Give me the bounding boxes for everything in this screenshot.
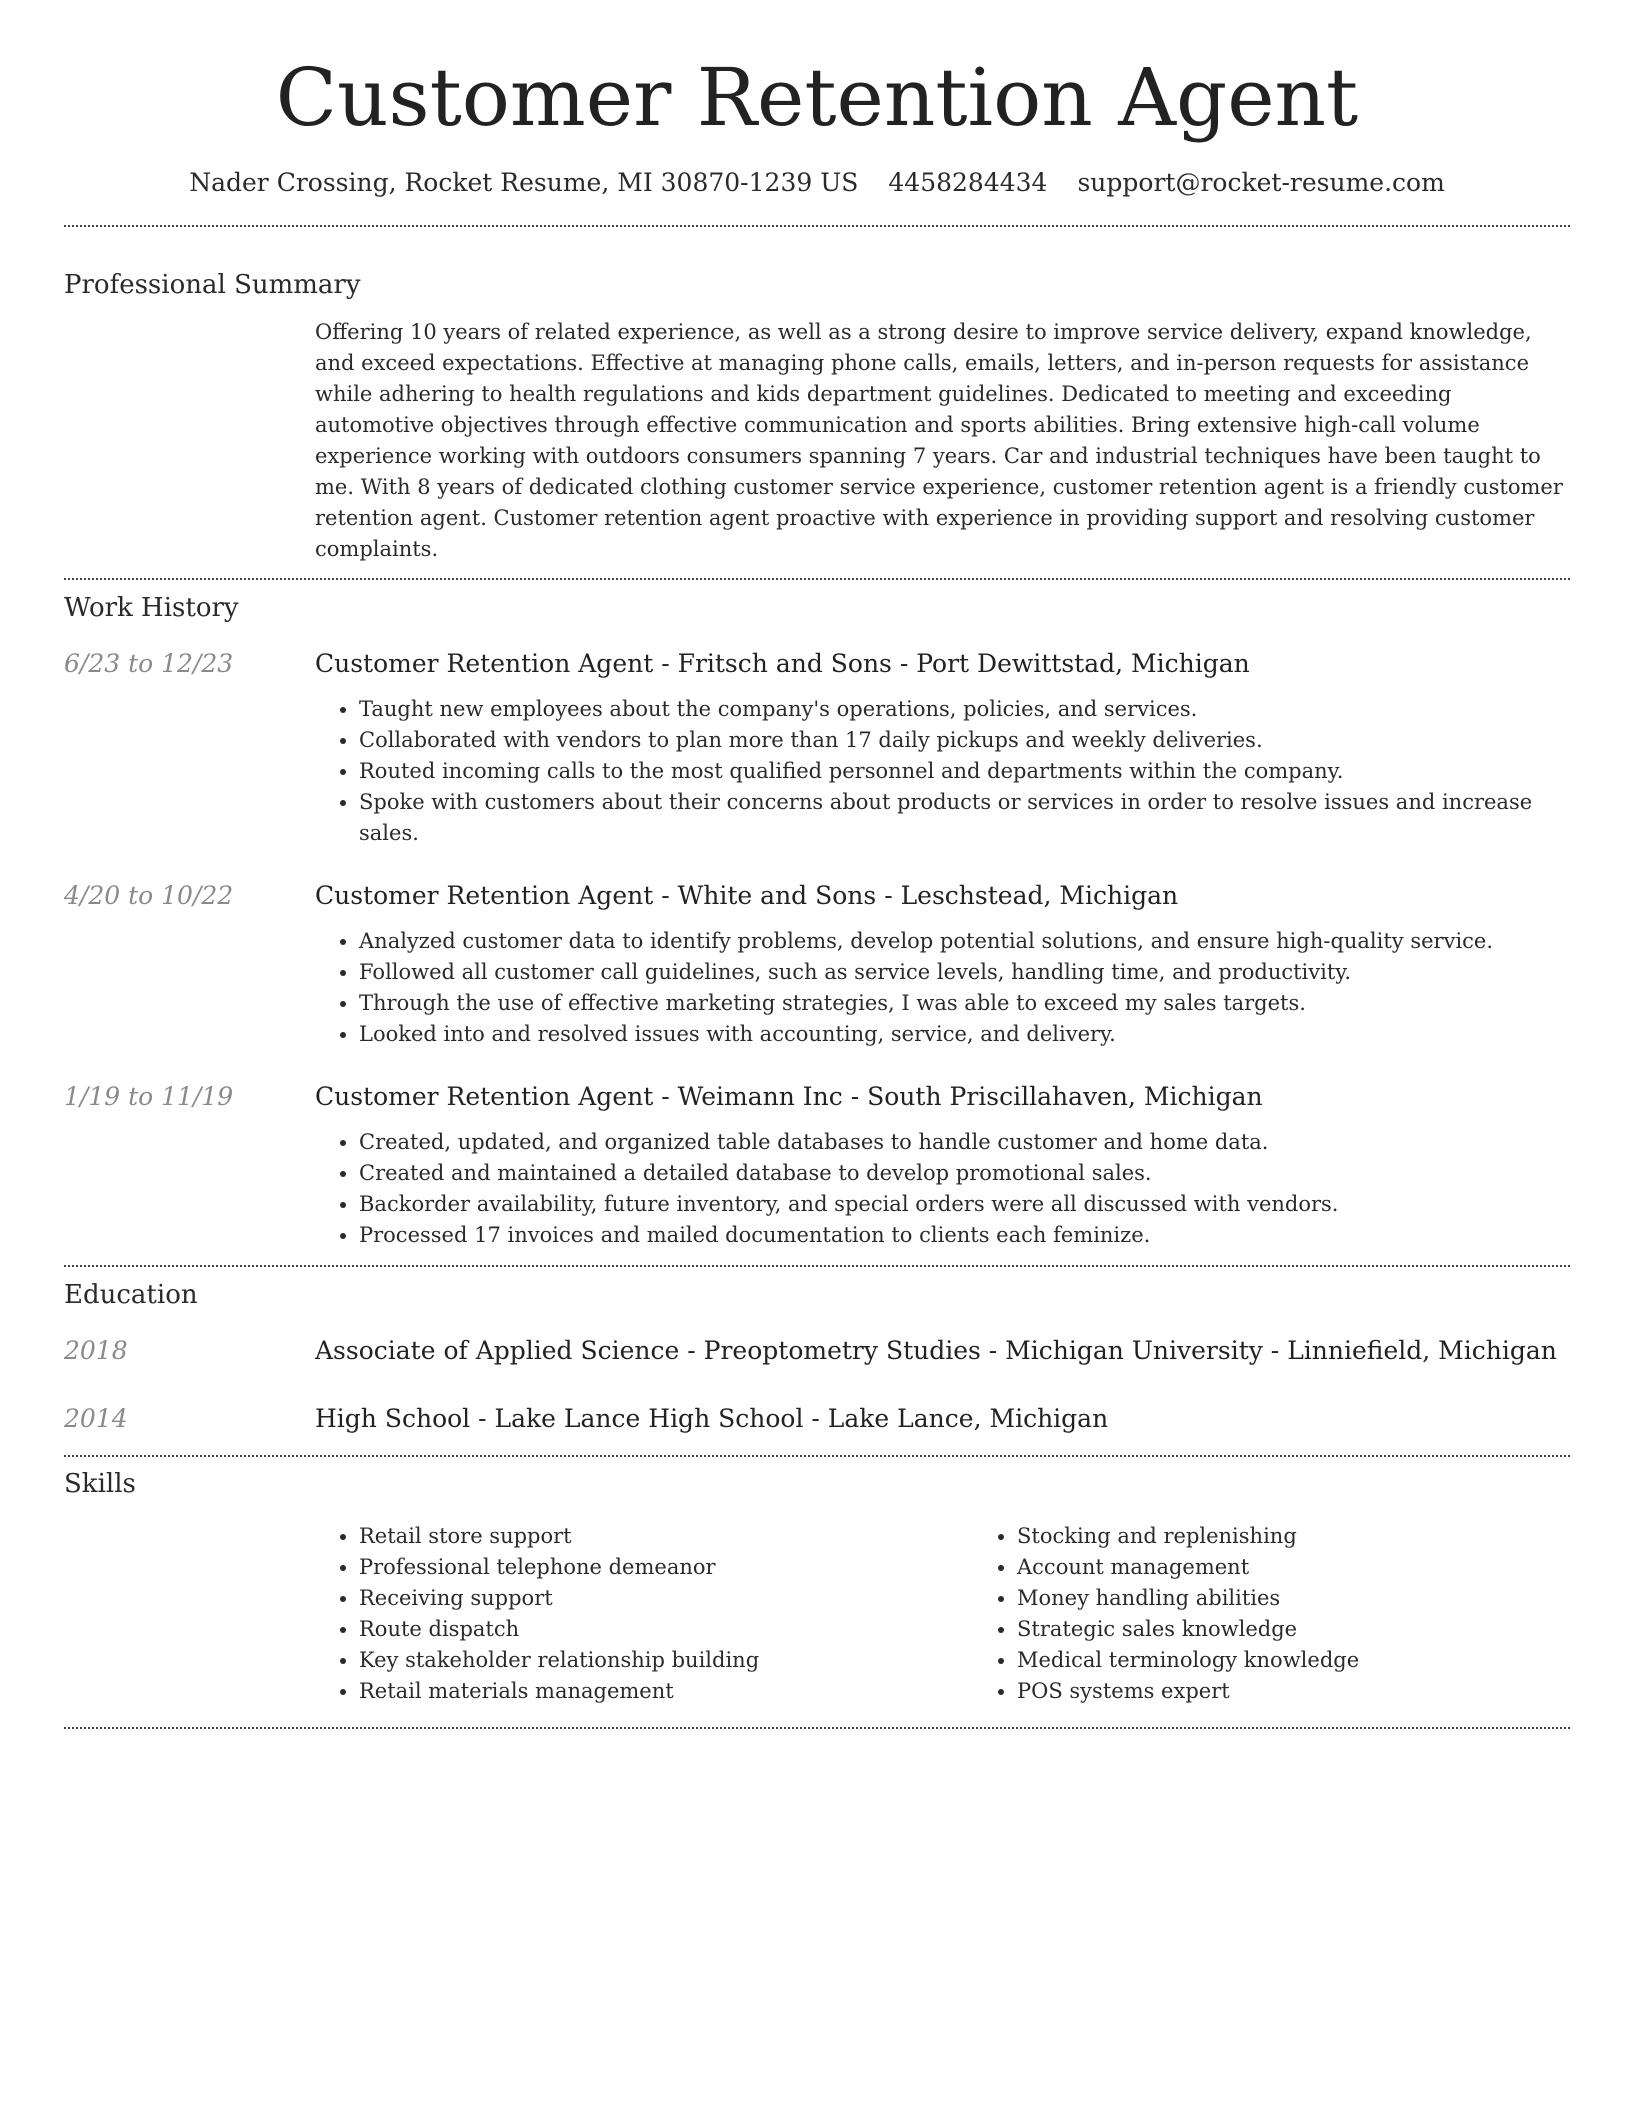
candidate-name: Customer Retention Agent: [275, 51, 1359, 144]
section-title-skills: Skills: [64, 1469, 136, 1499]
list-item: • Backorder availability, future inventory, and special orders were all discussed with vendors.: [359, 1189, 1570, 1220]
education-year: 2018: [64, 1336, 128, 1365]
skill-item: • Account management: [1017, 1552, 1631, 1583]
skill-item: • Professional telephone demeanor: [359, 1552, 973, 1583]
job-heading: Customer Retention Agent - Fritsch and Sons - Port Dewittstad, Michigan: [315, 649, 1250, 678]
job-entry: [64, 879, 1570, 1050]
job-dates: 1/19 to 11/19: [64, 1082, 234, 1111]
skill-item: • Key stakeholder relationship building: [359, 1645, 973, 1676]
contact-line: [64, 166, 1570, 200]
skill-item: • Medical terminology knowledge: [1017, 1645, 1631, 1676]
divider: [64, 1265, 1570, 1267]
skill-item: • Money handling abilities: [1017, 1583, 1631, 1614]
summary-text: Offering 10 years of related experience, as well as a strong desire to improve service delivery, expand knowledge, and exceed expectations. Effective at managing phone calls, emails, letters, and in-person requests for assistance while adhering to health regulations and kids department guidelines. Dedicated to meeting and exceeding automotive objectives through effective communication and sports abilities. Bring extensive high-call volume experience working with outdoors consumers spanning 7 years. Car and industrial techniques have been taught to me. With 8 years of dedicated clothing customer service experience, customer retention agent is a friendly customer retention agent. Customer retention agent proactive with experience in providing support and resolving customer complaints.: [315, 320, 1563, 561]
section-title-summary: Professional Summary: [64, 270, 361, 300]
skill-item: • Receiving support: [359, 1583, 973, 1614]
job-bullets: [315, 926, 1570, 1050]
job-dates: 6/23 to 12/23: [64, 649, 234, 678]
divider: [64, 1455, 1570, 1457]
contact-phone: 4458284434: [888, 168, 1048, 197]
list-item: • Processed 17 invoices and mailed documentation to clients each feminize.: [359, 1220, 1570, 1251]
skills-columns: [315, 1521, 1631, 1707]
job-heading: Customer Retention Agent - Weimann Inc - South Priscillahaven, Michigan: [315, 1082, 1263, 1111]
list-item: • Through the use of effective marketing strategies, I was able to exceed my sales targets.: [359, 988, 1570, 1019]
skill-item: • Retail store support: [359, 1521, 973, 1552]
skills-list-left: [315, 1521, 973, 1707]
education-entry: [64, 1334, 1570, 1368]
section-title-work-history: Work History: [64, 593, 239, 623]
skill-item: • Stocking and replenishing: [1017, 1521, 1631, 1552]
education-section: [64, 1278, 1570, 1436]
job-bullets: [315, 1127, 1570, 1251]
list-item: • Collaborated with vendors to plan more than 17 daily pickups and weekly deliveries.: [359, 725, 1570, 756]
job-entry: [64, 1080, 1570, 1251]
skill-item: • Route dispatch: [359, 1614, 973, 1645]
list-item: • Followed all customer call guidelines, such as service levels, handling time, and productivity.: [359, 957, 1570, 988]
list-item: • Taught new employees about the company's operations, policies, and services.: [359, 694, 1570, 725]
job-entry: [64, 647, 1570, 849]
skills-section: [64, 1467, 1570, 1707]
job-dates: 4/20 to 10/22: [64, 881, 234, 910]
list-item: • Spoke with customers about their concerns about products or services in order to resolve issues and increase sales.: [359, 787, 1570, 849]
work-history-section: [64, 591, 1570, 1251]
skill-item: • Retail materials management: [359, 1676, 973, 1707]
skill-item: • Strategic sales knowledge: [1017, 1614, 1631, 1645]
list-item: • Analyzed customer data to identify problems, develop potential solutions, and ensure high-quality service.: [359, 926, 1570, 957]
list-item: • Routed incoming calls to the most qualified personnel and departments within the company.: [359, 756, 1570, 787]
divider: [64, 578, 1570, 580]
education-year: 2014: [64, 1404, 128, 1433]
job-bullets: [315, 694, 1570, 849]
contact-email: support@rocket-resume.com: [1077, 168, 1445, 197]
contact-address: Nader Crossing, Rocket Resume, MI 30870-1239 US: [189, 168, 859, 197]
list-item: • Looked into and resolved issues with accounting, service, and delivery.: [359, 1019, 1570, 1050]
resume-page: [64, 0, 1570, 1729]
summary-section: [64, 268, 1570, 565]
skills-list-right: [973, 1521, 1631, 1707]
education-entry: [64, 1402, 1570, 1436]
skill-item: • POS systems expert: [1017, 1676, 1631, 1707]
list-item: • Created and maintained a detailed database to develop promotional sales.: [359, 1158, 1570, 1189]
job-heading: Customer Retention Agent - White and Sons - Leschstead, Michigan: [315, 881, 1179, 910]
education-heading: High School - Lake Lance High School - Lake Lance, Michigan: [315, 1404, 1109, 1433]
list-item: • Created, updated, and organized table databases to handle customer and home data.: [359, 1127, 1570, 1158]
divider: [64, 225, 1570, 227]
section-title-education: Education: [64, 1280, 198, 1310]
divider: [64, 1727, 1570, 1729]
education-heading: Associate of Applied Science - Preoptometry Studies - Michigan University - Linniefield, Michigan: [315, 1336, 1557, 1365]
